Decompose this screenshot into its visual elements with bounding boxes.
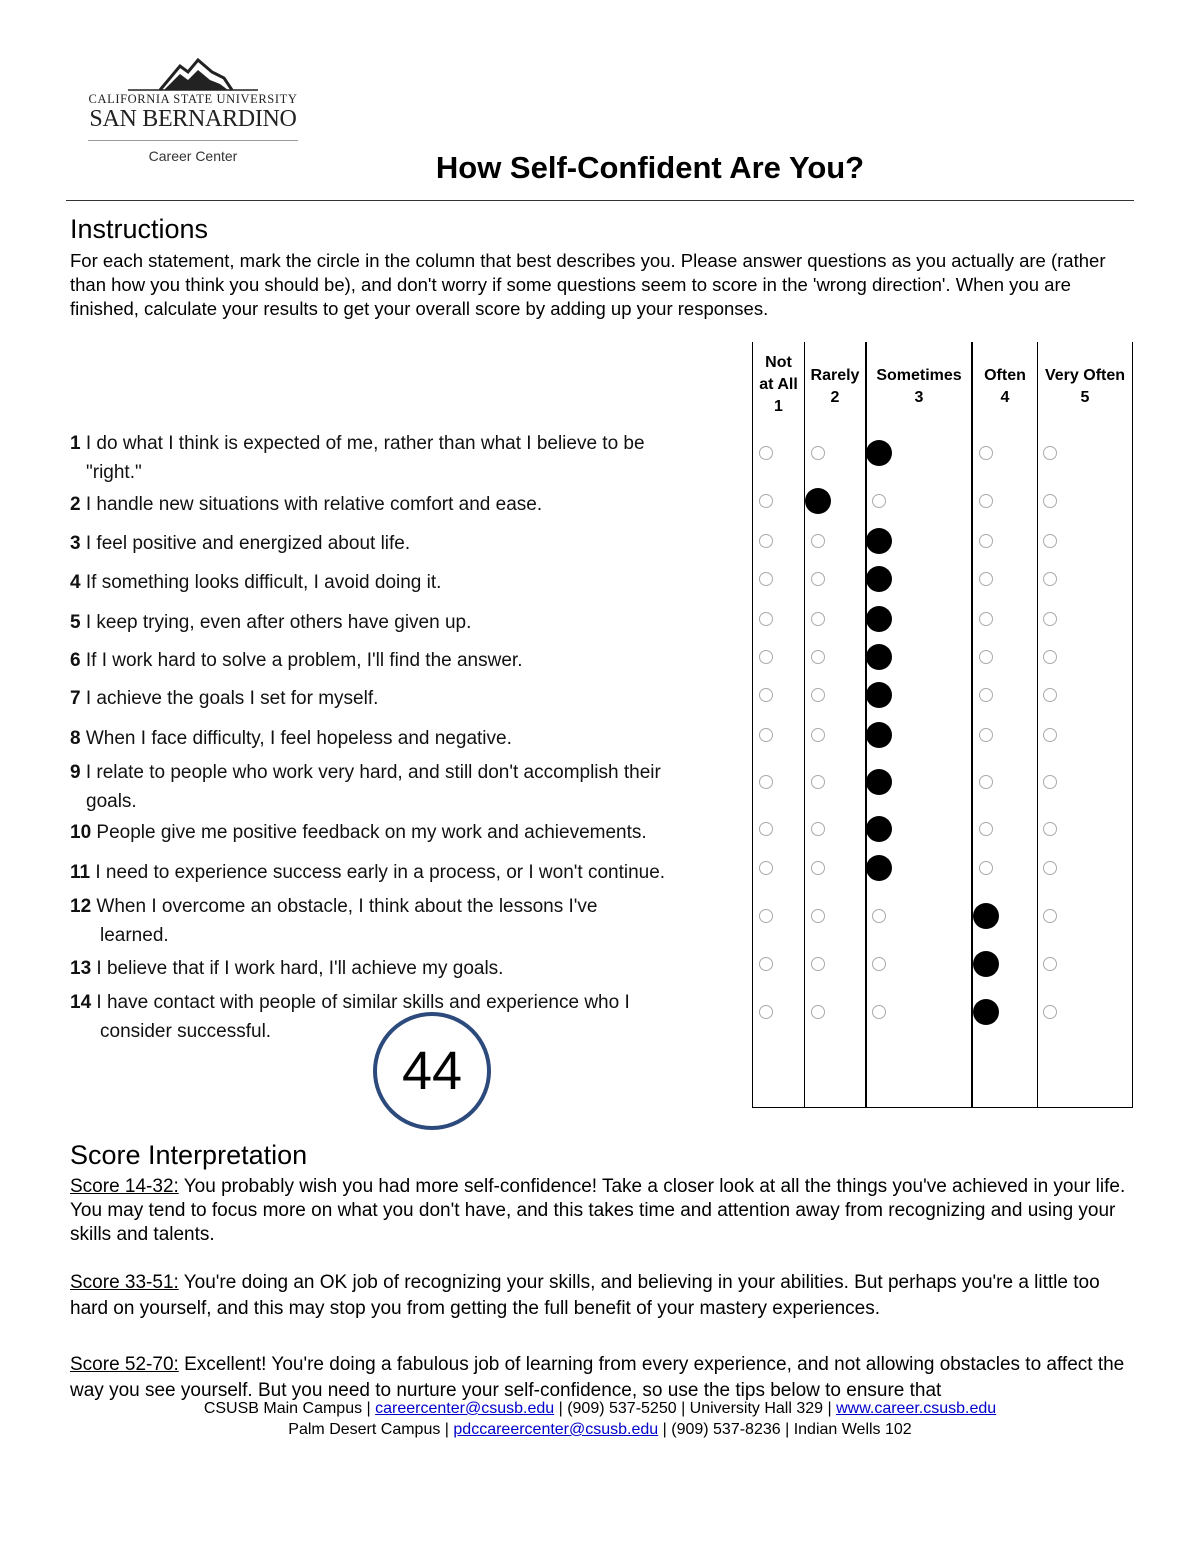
radio-q13-col4[interactable] — [973, 951, 999, 977]
career-website-link[interactable]: www.career.csusb.edu — [836, 1400, 997, 1417]
radio-q8-col1[interactable] — [759, 728, 773, 742]
radio-q9-col4[interactable] — [979, 775, 993, 789]
question-14: 14 I have contact with people of similar skills and experience who I consider successful. — [70, 992, 630, 1042]
radio-q9-col3[interactable] — [866, 769, 892, 795]
question-8: 8 When I face difficulty, I feel hopeless and negative. — [70, 728, 512, 749]
radio-q5-col5[interactable] — [1043, 612, 1057, 626]
radio-q1-col3[interactable] — [866, 440, 892, 466]
table-line — [804, 342, 805, 1108]
footer-main-campus: CSUSB Main Campus | careercenter@csusb.edu | (909) 537-5250 | University Hall 329 | www.career.csusb.edu — [203, 1400, 997, 1417]
question-10: 10 People give me positive feedback on my work and achievements. — [70, 822, 647, 843]
radio-q9-col2[interactable] — [811, 775, 825, 789]
question-2: 2 I handle new situations with relative comfort and ease. — [70, 494, 543, 515]
radio-q10-col2[interactable] — [811, 822, 825, 836]
radio-q3-col4[interactable] — [979, 534, 993, 548]
radio-q4-col1[interactable] — [759, 572, 773, 586]
pdc-email-link[interactable]: pdccareercenter@csusb.edu — [453, 1421, 659, 1438]
radio-q8-col3[interactable] — [866, 722, 892, 748]
csusb-logo — [88, 56, 298, 168]
radio-q11-col1[interactable] — [759, 861, 773, 875]
radio-q4-col3[interactable] — [866, 566, 892, 592]
radio-q2-col5[interactable] — [1043, 494, 1057, 508]
question-6: 6 If I work hard to solve a problem, I'll find the answer. — [70, 650, 523, 671]
question-13: 13 I believe that if I work hard, I'll achieve my goals. — [70, 958, 504, 979]
question-12: 12 When I overcome an obstacle, I think about the lessons I've learned. — [70, 896, 598, 946]
radio-q13-col2[interactable] — [811, 957, 825, 971]
radio-q10-col5[interactable] — [1043, 822, 1057, 836]
radio-q13-col1[interactable] — [759, 957, 773, 971]
radio-q11-col5[interactable] — [1043, 861, 1057, 875]
question-1: 1 I do what I think is expected of me, rather than what I believe to be "right." — [70, 433, 645, 483]
total-score: 44 — [401, 1041, 463, 1101]
instructions-text: For each statement, mark the circle in the column that best describes you. Please answer questions as you actually are (rather than how you think you should be), and don't worry if some questions seem to score in the 'wrong direction'. When you are finished, calculate your results to get your overall score by adding up your responses. — [70, 250, 1106, 319]
interpretation-52-70: Score 52-70: Excellent! You're doing a fabulous job of learning from every experience, and not allowing obstacles to affect the way you see yourself. But you need to nurture your self-confidence, so use the tips below to ensure that — [70, 1354, 1125, 1401]
question-9: 9 I relate to people who work very hard, and still don't accomplish their goals. — [70, 762, 661, 812]
question-3: 3 I feel positive and energized about life. — [70, 533, 411, 554]
radio-q4-col5[interactable] — [1043, 572, 1057, 586]
logo-university: CALIFORNIA STATE UNIVERSITY — [88, 92, 298, 106]
question-4: 4 If something looks difficult, I avoid doing it. — [70, 572, 442, 593]
radio-q5-col2[interactable] — [811, 612, 825, 626]
radio-q11-col2[interactable] — [811, 861, 825, 875]
interpretation-14-32: Score 14-32: You probably wish you had more self-confidence! Take a closer look at all the things you've achieved in your life. You may tend to focus more on what you don't have, and this takes time and attention away from recognizing and using your skills and talents. — [70, 1176, 1126, 1245]
radio-q2-col4[interactable] — [979, 494, 993, 508]
logo-campus: SAN BERNARDINO — [89, 106, 297, 132]
radio-q3-col2[interactable] — [811, 534, 825, 548]
radio-q11-col3[interactable] — [866, 855, 892, 881]
table-line — [971, 342, 973, 1108]
radio-q8-col5[interactable] — [1043, 728, 1057, 742]
radio-q9-col5[interactable] — [1043, 775, 1057, 789]
logo-divider — [88, 140, 298, 141]
radio-q6-col5[interactable] — [1043, 650, 1057, 664]
radio-q14-col3[interactable] — [872, 1005, 886, 1019]
radio-q2-col3[interactable] — [872, 494, 886, 508]
radio-q13-col3[interactable] — [872, 957, 886, 971]
question-5: 5 I keep trying, even after others have given up. — [70, 612, 472, 633]
radio-q5-col4[interactable] — [979, 612, 993, 626]
radio-q10-col4[interactable] — [979, 822, 993, 836]
radio-q8-col4[interactable] — [979, 728, 993, 742]
footer — [0, 1398, 1200, 1440]
radio-q6-col3[interactable] — [866, 644, 892, 670]
radio-q9-col1[interactable] — [759, 775, 773, 789]
radio-q1-col5[interactable] — [1043, 446, 1057, 460]
radio-q12-col3[interactable] — [872, 909, 886, 923]
radio-q12-col2[interactable] — [811, 909, 825, 923]
score-interpretation-heading: Score Interpretation — [70, 1140, 308, 1170]
question-11: 11 I need to experience success early in a process, or I won't continue. — [70, 862, 666, 883]
radio-q3-col1[interactable] — [759, 534, 773, 548]
table-line — [1037, 342, 1038, 1108]
page-title: How Self-Confident Are You? — [435, 150, 865, 185]
radio-q7-col3[interactable] — [866, 682, 892, 708]
radio-q4-col2[interactable] — [811, 572, 825, 586]
radio-q7-col4[interactable] — [979, 688, 993, 702]
radio-q1-col2[interactable] — [811, 446, 825, 460]
radio-q6-col4[interactable] — [979, 650, 993, 664]
radio-q13-col5[interactable] — [1043, 957, 1057, 971]
radio-q2-col2[interactable] — [805, 488, 831, 514]
radio-q14-col5[interactable] — [1043, 1005, 1057, 1019]
radio-q8-col2[interactable] — [811, 728, 825, 742]
question-7: 7 I achieve the goals I set for myself. — [70, 688, 379, 709]
table-line — [752, 342, 753, 1108]
table-bottom-line — [752, 1107, 1133, 1108]
column-header-rarely: Rarely 2 — [810, 367, 860, 406]
column-header-often: Often 4 — [984, 367, 1026, 406]
table-line — [1132, 342, 1133, 1108]
total-score-circle — [373, 1012, 491, 1130]
title-divider — [66, 200, 1134, 201]
main-email-link[interactable]: careercenter@csusb.edu — [375, 1400, 555, 1417]
radio-q10-col3[interactable] — [866, 816, 892, 842]
radio-q7-col2[interactable] — [811, 688, 825, 702]
instructions-heading: Instructions — [70, 214, 209, 244]
radio-q14-col4[interactable] — [973, 999, 999, 1025]
logo-department: Career Center — [148, 148, 238, 164]
radio-q12-col4[interactable] — [973, 903, 999, 929]
radio-q12-col5[interactable] — [1043, 909, 1057, 923]
radio-q10-col1[interactable] — [759, 822, 773, 836]
mountain-logo-icon — [88, 56, 298, 96]
radio-q1-col4[interactable] — [979, 446, 993, 460]
footer-palm-desert: Palm Desert Campus | pdccareercenter@csusb.edu | (909) 537-8236 | Indian Wells 102 — [288, 1421, 912, 1438]
radio-q7-col1[interactable] — [759, 688, 773, 702]
column-header-sometimes: Sometimes 3 — [876, 367, 962, 406]
radio-q6-col2[interactable] — [811, 650, 825, 664]
radio-q14-col1[interactable] — [759, 1005, 773, 1019]
column-header-very-often: Very Often 5 — [1044, 367, 1126, 406]
radio-q5-col3[interactable] — [866, 606, 892, 632]
radio-q4-col4[interactable] — [979, 572, 993, 586]
radio-q14-col2[interactable] — [811, 1005, 825, 1019]
radio-q11-col4[interactable] — [979, 861, 993, 875]
radio-q2-col1[interactable] — [759, 494, 773, 508]
radio-q12-col1[interactable] — [759, 909, 773, 923]
column-header-not-at-all: Not at All 1 — [759, 354, 798, 415]
radio-q5-col1[interactable] — [759, 612, 773, 626]
interpretation-33-51: Score 33-51: You're doing an OK job of recognizing your skills, and believing in your abilities. But perhaps you're a little too hard on yourself, and this may stop you from getting the full benefit of your mastery experiences. — [70, 1272, 1100, 1319]
radio-q1-col1[interactable] — [759, 446, 773, 460]
radio-q6-col1[interactable] — [759, 650, 773, 664]
radio-q3-col5[interactable] — [1043, 534, 1057, 548]
radio-q7-col5[interactable] — [1043, 688, 1057, 702]
radio-q3-col3[interactable] — [866, 528, 892, 554]
